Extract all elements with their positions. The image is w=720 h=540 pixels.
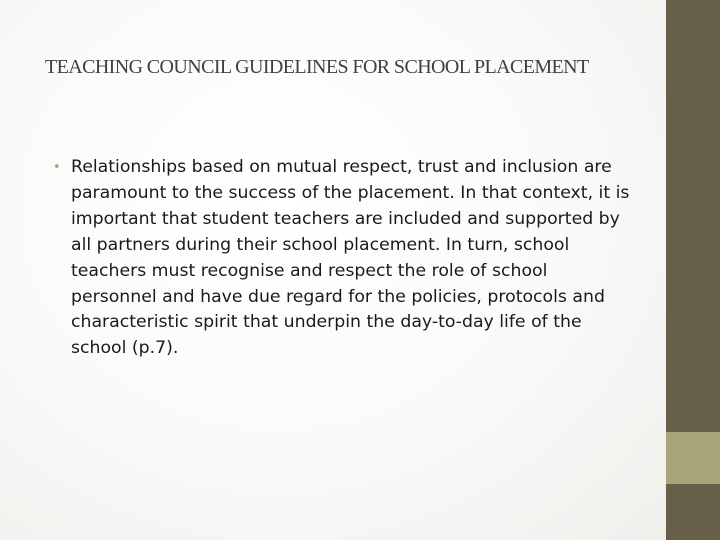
bullet-text: Relationships based on mutual respect, trust and inclusion are paramount to the success of the placement. In that context, it is important that student teachers are included and supported by all partners during their school placement. In turn, school teachers must recognise and respect the role of school personnel and have due regard for the policies, protocols and characteristic spirit that underpin the day-to-day life of the school (p.7). [71,157,630,359]
bullet-item [53,155,638,362]
side-accent-block [666,432,720,484]
slide-title: TEACHING COUNCIL GUIDELINES FOR SCHOOL PLACEMENT [45,56,589,78]
bullet-list [53,155,638,362]
bullet-icon: • [53,160,61,175]
